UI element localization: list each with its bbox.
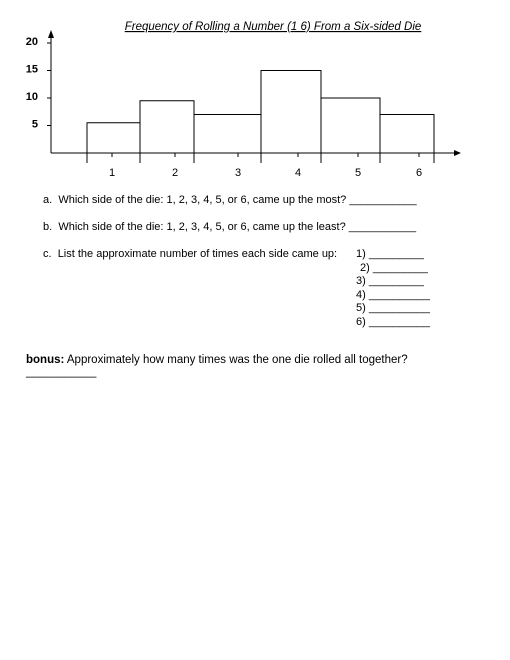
bar-2 — [140, 101, 194, 153]
y-axis-ticks — [26, 36, 51, 131]
answer-line-1 — [356, 248, 424, 260]
answer-3-blank[interactable]: _________ — [368, 275, 424, 287]
bar-1 — [87, 123, 140, 153]
answer-line-4 — [356, 289, 430, 301]
x-tick-label: 2 — [171, 167, 179, 179]
chart-title: Frequency of Rolling a Number (1 6) From a Six-sided Die — [124, 21, 422, 33]
frequency-histogram — [0, 0, 510, 200]
answer-5-label: 5) — [356, 302, 366, 314]
answer-line-6 — [356, 316, 430, 328]
question-c-text: List the approximate number of times each side came up: — [57, 248, 338, 260]
answer-1-blank[interactable]: _________ — [368, 248, 424, 260]
y-tick-label: 15 — [25, 63, 38, 76]
question-a-label: a. — [43, 194, 53, 206]
answer-line-3 — [356, 275, 424, 287]
answer-5-blank[interactable]: __________ — [368, 302, 431, 314]
answer-4-blank[interactable]: __________ — [368, 289, 431, 301]
bar-3 — [194, 115, 261, 154]
answer-1-label: 1) — [356, 248, 366, 260]
y-tick-label: 5 — [31, 118, 38, 131]
question-b — [43, 221, 416, 233]
bar-4 — [261, 71, 321, 154]
x-tick-label: 1 — [108, 167, 116, 179]
x-axis-ticks — [109, 153, 422, 179]
question-a — [43, 194, 417, 206]
bonus-text: Approximately how many times was the one die rolled all together? — [66, 354, 408, 366]
question-c — [43, 248, 337, 260]
question-b-answer-blank[interactable]: ___________ — [348, 221, 417, 233]
question-a-answer-blank[interactable]: ___________ — [349, 194, 417, 206]
bonus-question — [26, 354, 408, 378]
bonus-label: bonus: — [26, 354, 65, 366]
answer-line-2 — [360, 262, 428, 274]
answer-4-label: 4) — [356, 289, 366, 301]
x-tick-label: 3 — [234, 167, 242, 179]
bonus-answer-blank[interactable]: ___________ — [26, 366, 97, 378]
x-tick-label: 5 — [354, 167, 362, 179]
answer-6-blank[interactable]: __________ — [368, 316, 431, 328]
x-tick-label: 4 — [294, 167, 302, 179]
question-c-label: c. — [43, 248, 52, 260]
y-axis-arrowhead — [48, 30, 54, 38]
x-axis-arrowhead — [454, 150, 461, 156]
answer-2-blank[interactable]: _________ — [372, 262, 428, 274]
answer-6-label: 6) — [356, 316, 366, 328]
chart-axes — [48, 30, 461, 163]
answer-3-label: 3) — [356, 275, 366, 287]
bar-6 — [380, 115, 434, 154]
question-b-label: b. — [43, 221, 53, 233]
question-a-text: Which side of the die: 1, 2, 3, 4, 5, or 6, came up the most? — [58, 194, 347, 206]
bar-5 — [321, 98, 380, 153]
y-tick-label: 10 — [25, 91, 38, 103]
question-b-text: Which side of the die: 1, 2, 3, 4, 5, or 6, came up the least? — [58, 221, 346, 233]
x-tick-label: 6 — [415, 167, 423, 179]
y-tick-label: 20 — [25, 36, 38, 48]
chart-bars — [87, 71, 434, 154]
answer-line-5 — [356, 302, 430, 314]
answer-2-label: 2) — [360, 262, 370, 274]
